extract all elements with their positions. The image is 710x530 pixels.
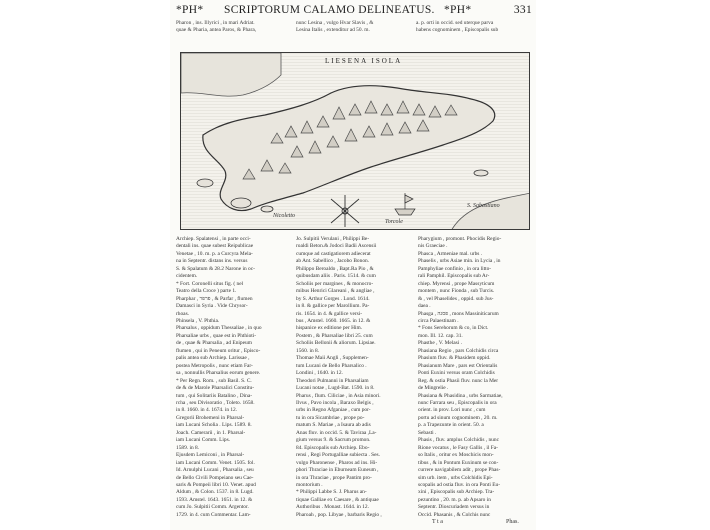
text-line: Pamphyliae confinio , in ora litto-	[418, 265, 492, 272]
text-line: circa Palaestinam .	[418, 317, 459, 324]
text-line: chiep. Myrensi , prope Massyticum	[418, 280, 495, 287]
header-ph-left: *PH*	[176, 4, 204, 16]
text-line: Pharoah , pop. Libyae , barbaris Regio ,	[296, 511, 382, 518]
map-label: Torcole	[385, 219, 403, 225]
text-line: mon. Ill. 12. cap. 31.	[418, 332, 463, 339]
text-line: tum Lucani de Bello Pharsalico .	[296, 362, 367, 369]
text-line: saris & Pompeii libri 10. Venet. apud	[176, 481, 256, 488]
text-line: xini , Episcopalis sub Archiep. Tra-	[418, 489, 495, 496]
text-line: Anas fluv. in occid. 5. & Taviraa ,La-	[296, 429, 377, 436]
text-line: so Italis , oritur ex Moschicis mon-	[418, 452, 494, 459]
text-line: Phasianum Mare , pars est Orientalis	[418, 362, 498, 369]
text-line: rali Pamphil. Episcopalis sub Ar-	[418, 273, 490, 280]
text-line: Damasci in Syria . Vide Chrysor-	[176, 303, 248, 310]
text-line: Pharon , ins. Illyrici , in mari Adriat.	[176, 20, 255, 26]
text-line: habens cognominem , Episcopalis sub	[416, 27, 499, 34]
text-line: Lucani notae , Lugd-Bat. 1590. in 8.	[296, 385, 375, 392]
text-line: tiquae Galliae ex Caesare , & antiquae	[296, 496, 379, 503]
text-line: de Bello Civili Pompeiano seu Cae-	[176, 474, 254, 481]
text-line: orient. in prov. Lori nunc , cum	[418, 407, 486, 414]
text-line: sa , nonnullis Pharsalius eorum genere.	[176, 370, 261, 377]
text-line: Archiep. Spalatensi , in parte occi-	[176, 236, 251, 242]
text-line: roaldi Beton.& Jodoci Badii Ascensii	[296, 243, 377, 250]
text-line: 1593. Amstel. 1643. 1651. in 12. &	[176, 496, 253, 503]
text-line: 84. Episcopalis sub Archiep. Ebo-	[296, 444, 370, 451]
text-line: * Fort. Coronelli situs fig. ( nel	[176, 280, 244, 287]
text-line: vulgo Pharonense , Pharos ad ins. Hi-	[296, 459, 378, 466]
header-title: SCRIPTORUM CALAMO DELINEATUS.	[224, 4, 435, 16]
text-line: postea Metropolis , nunc etiam Far-	[176, 362, 253, 369]
text-line: * Per Regn. Rom. , sub Basil. S. C.	[176, 377, 252, 384]
text-line: cidentem.	[176, 273, 198, 280]
text-line: Phasiana & Phasidina , urbs Sarmatiae,	[418, 392, 503, 399]
text-line: * Fons Serehorum & co, in Dict.	[418, 325, 489, 332]
text-line: tu in ora Sicambriae , prope po-	[296, 414, 365, 421]
text-line: ris. 1654. in 4. & gallice versi-	[296, 310, 363, 317]
text-line: Theodori Pulmanni in Pharsaliam	[296, 377, 369, 384]
text-line: scopalis ad ostia fluv. in ora Ponti Eu-	[418, 481, 500, 488]
text-line: bus , Amstel. 1660. 1665. in 12. &	[296, 317, 371, 324]
text-line: Phasthe , V. Melasi .	[418, 340, 462, 347]
text-line: tibus , & in Pontum Euxinum se con-	[418, 459, 499, 466]
text-line: Pharygium , promont. Phocidis Regio-	[418, 236, 502, 242]
text-line: Scholiis per margines , & monocro-	[296, 280, 374, 287]
text-line: currere navigabilem adit , prope Phas-	[418, 467, 501, 474]
text-line: mibus Henrici Glareani , & angliae ,	[296, 288, 375, 295]
text-line: Ilvus , Pavo incola , Baraxo Belgis ,	[296, 399, 374, 406]
text-line: Londini , 1640. in 12.	[296, 370, 343, 377]
text-line: 1589. in 8.	[176, 444, 200, 451]
text-line: by S. Arthur Gorges . Lond. 1614.	[296, 295, 370, 302]
text-line: hispanice ex editione per Him.	[296, 325, 363, 332]
text-line: in 8. 1660. in 4. 1674. in 12.	[176, 407, 238, 414]
text-line: cum Jo. Sulpitii Comm. Argentor.	[176, 504, 249, 511]
text-line: in 8. & gallice per Marollium. Pa-	[296, 303, 370, 310]
text-line: iam Lucani Scholia . Lips. 1589. 8.	[176, 422, 252, 429]
text-line: nis Graeciae .	[418, 243, 448, 250]
text-line: rhoas.	[176, 310, 190, 317]
text-line: Phasiana Regio , pars Colchidis circa	[418, 347, 499, 354]
text-line: portu ad sinum cognominem , 20. m.	[418, 414, 498, 421]
text-line: cumque ad castigatiorem adiecerat	[296, 250, 371, 257]
text-line: nunc Lesina , vulgo Hvar Slavis , &	[296, 20, 374, 26]
text-line: de Mingrelie .	[418, 385, 449, 392]
text-line: Phasis , fluv. amplus Colchidis , nunc	[418, 437, 499, 444]
text-line: Postem , & Pharsaliae libri 25. cum	[296, 332, 373, 339]
book-page	[170, 0, 536, 530]
text-line: rensi , Regi Portugalliae subiecta . Ses.	[296, 452, 380, 459]
top-left-lines	[176, 20, 292, 34]
text-line: Teatro della Croce ) parte 1.	[176, 288, 237, 295]
text-line: Phasca , Armeniae mal. urbs .	[418, 250, 483, 257]
text-line: gium versus 9. & Sacrum promon.	[296, 437, 371, 444]
text-line: phori Thraciae in Eburneam Euneum ,	[296, 467, 379, 474]
text-line: Rione vocatus , le Fasy Gallis , il Fa-	[418, 444, 498, 451]
text-line: Sebasti .	[418, 429, 437, 436]
text-line: montem , nunc Fionda , sub Turcis.	[418, 288, 495, 295]
text-line: Reg. & ostia Phasii fluv. nunc la Mer	[418, 377, 499, 384]
text-line: Thomae Maii Angli , Supplemen-	[296, 355, 369, 362]
text-line: Jo. Sulpitii Verulani , Philippi Be-	[296, 236, 370, 242]
text-line: matum S. Mariae , a Isaura ab adis	[296, 422, 371, 429]
text-line: Phasium fluv. & Phasidem oppid.	[418, 355, 491, 362]
page-number: 331	[513, 4, 532, 16]
text-line: de & de Marole Pharsalici Constitu-	[176, 385, 254, 392]
text-line: daea .	[418, 303, 431, 310]
top-middle-lines	[296, 20, 412, 34]
running-header	[176, 4, 532, 20]
text-line: Phinsela , V. Phthia.	[176, 317, 220, 324]
text-line: Occid. Phasanis , & Colchis nunc	[418, 511, 491, 518]
text-line: Aldum , & Colon. 1537. in 8. Lugd.	[176, 489, 254, 496]
text-line: Joach. Camerarii , in 1. Pharsal-	[176, 429, 246, 436]
text-line: 1729. in 4. cum Commentar. Lam-	[176, 511, 251, 518]
text-line: de , quae & Pharsalia , ad Enipeum	[176, 340, 252, 347]
header-ph-right: *PH*	[444, 4, 472, 16]
text-column-right	[418, 236, 532, 518]
text-line: Phaselis , urbs Asiae min. in Lycia , in	[418, 258, 501, 265]
text-line: urbs in Regno Afganiae , cum por-	[296, 407, 371, 414]
text-line: p. a Trapezunte in orient. 50. a	[418, 422, 484, 429]
map-label: S. Sabastiano	[467, 203, 500, 209]
top-right-lines	[416, 20, 532, 34]
text-line: Id. Arnulphi Lucani , Pharsalia , seu	[176, 467, 254, 474]
text-line: S. & Spalatum & 28.2 Narone in oc-	[176, 265, 255, 272]
text-line: flumen , qui in Peneum oritur , Episco-	[176, 347, 261, 354]
text-line: pezuntino , 20. m. p. ab Apsaro in	[418, 496, 491, 503]
text-line: rcha , seu Divisoratio , Toleto. 1658.	[176, 399, 255, 406]
catchword: Phas.	[506, 519, 519, 525]
map-label: Nicoletto	[273, 213, 295, 219]
text-line: Pharsalus , oppidum Thessaliae , in quo	[176, 325, 262, 332]
text-line: Pharphar , פרפר , & Parfar , flumen	[176, 295, 253, 302]
text-line: dentali ins. quae subest Reipublicae	[176, 243, 254, 250]
top-text-lines	[176, 20, 532, 50]
text-line: ab Ant. Sabellico , Jacobo Bonon.	[296, 258, 370, 265]
text-line: Authoribus . Monast. 1644. in 12.	[296, 504, 369, 511]
text-line: * Philippi Labbe S. J. Pharus an-	[296, 489, 367, 496]
text-line: Ponti Euxini versus oram Colchidis	[418, 370, 495, 377]
text-line: tum , qui Solitariis Batalino , Dina-	[176, 392, 253, 399]
text-column-middle	[296, 236, 410, 518]
text-line: Septentr. Dioscuriadem versus in	[418, 504, 490, 511]
map-title: LIESENA ISOLA	[325, 57, 403, 65]
signature-mark: T t a	[432, 519, 443, 525]
text-line: sim urb. item , urbs Colchidis Epi-	[418, 474, 493, 481]
text-line: Philippo Beroaldo , Bapt.Ra Pio , &	[296, 265, 374, 272]
text-line: Gregorii Brohemeni in Pharsal-	[176, 414, 245, 421]
text-line: Pharus , flum. Ciliciae , in Asia minori.	[296, 392, 381, 399]
text-line: iam Lucani Comm. Venet. 1505. fol.	[176, 459, 255, 466]
text-line: montorium .	[296, 481, 323, 488]
text-line: na in Septentr. distans ins. versus	[176, 258, 248, 265]
text-line: in ora Thraciae , prope Pantim pro-	[296, 474, 372, 481]
text-line: & , vel Phaselides , oppid. sub Jus-	[418, 295, 494, 302]
text-line: 1560. in 8.	[296, 347, 320, 354]
text-line: nunc Farrara seu , Episcopalis in ora	[418, 399, 497, 406]
text-line: Lesina Italis , extenditur ad 50. m.	[296, 27, 370, 34]
island-map-engraving	[180, 52, 530, 230]
text-line: a. p. orti in occid. sed uterque parva	[416, 20, 494, 26]
text-line: Venetae , 10. m. p. a Curcyra Mela-	[176, 250, 253, 257]
text-line: Pharsaliae urbs , quae est in Phthioti-	[176, 332, 257, 339]
page-footer	[170, 519, 536, 529]
text-line: Scholiis Bellonii & aliorum. Lipsiae.	[296, 340, 376, 347]
text-line: quae & Pharia, antea Paros, & Phara,	[176, 27, 257, 34]
text-line: Phasga , פסגה , mons Massiniticarum	[418, 310, 499, 317]
text-line: iam Lucani Comm. Lips.	[176, 437, 231, 444]
text-line: palis antea sub Archiep. Larissae ,	[176, 355, 250, 362]
text-line: Ejusdem Lemiconi , in Pharsal-	[176, 452, 245, 459]
text-column-left	[176, 236, 290, 518]
text-line: quibusdam aliis . Paris. 1514. & cum	[296, 273, 376, 280]
